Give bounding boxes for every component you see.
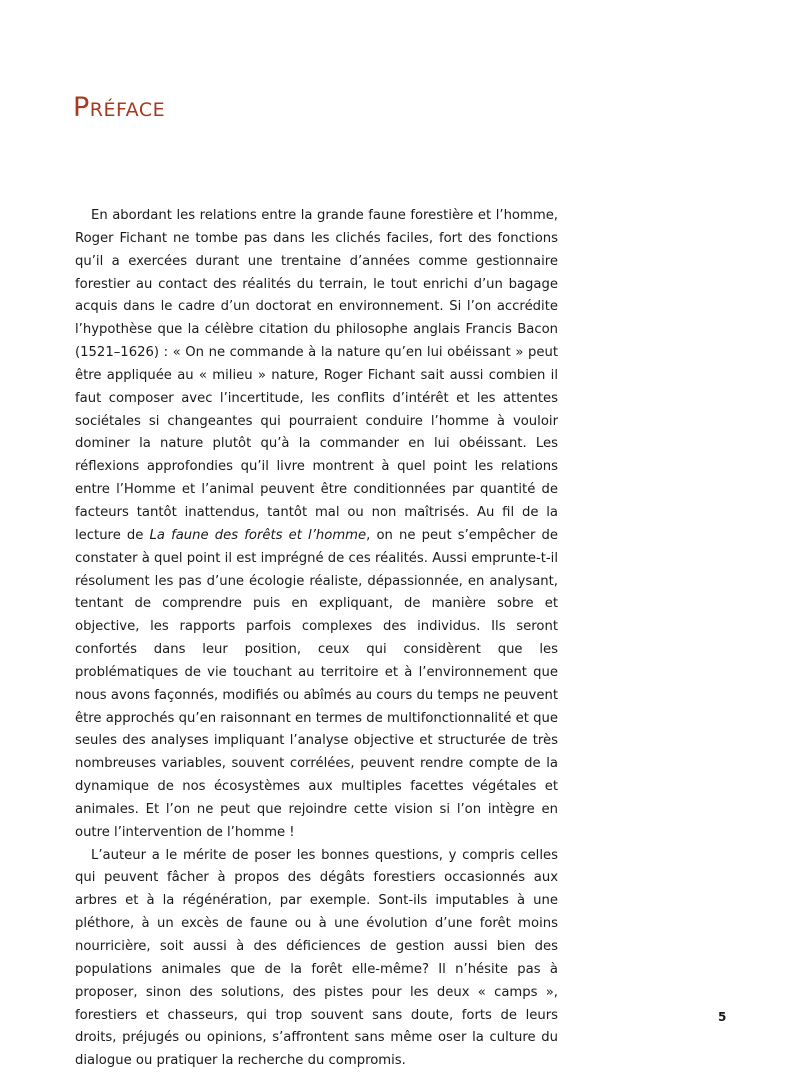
body-text bbox=[75, 205, 558, 1073]
book-title-italic: La faune des forêts et l’homme bbox=[149, 527, 367, 543]
page-number: 5 bbox=[718, 1010, 727, 1024]
paragraph-1-text-end: , on ne peut s’empêcher de constater à quel point il est imprégné de ces réalités. Aussi emprunte-t-il résolument les pas d’une écologie réaliste, dépassionnée, en analysant, tentant de comprendre puis en expliquant, de manière sobre et objective, les rapports parfois complexes des individus. Ils seront confortés dans leur position, ceux qui considèrent que les problématiques de vie touchant au territoire et à l’environnement que nous avons façonnés, modifiés ou abîmés au cours du temps ne peuvent être approchés qu’en raisonnant en termes de multifonctionnalité et que seules des analyses impliquant l’analyse objective et structurée de très nombreuses variables, souvent corrélées, peuvent rendre compte de la dynamique de nos écosystèmes aux multiples facettes végétales et animales. Et l’on ne peut que rejoindre cette vision si l’on intègre en outre l’intervention de l’homme ! bbox=[75, 527, 558, 840]
paragraph-2: L’auteur a le mérite de poser les bonnes questions, y compris celles qui peuvent fâcher à propos des dégâts forestiers occasionnés aux arbres et à la régénération, par exemple. Sont-ils imputables à une pléthore, à un excès de faune ou à une évolution d’une forêt moins nourricière, soit aussi à des déficiences de gestion aussi bien des populations animales que de la forêt elle-même? Il n’hésite pas à proposer, sinon des solutions, des pistes pour les deux « camps », forestiers et chasseurs, qui trop souvent sans doute, forts de leurs droits, préjugés ou opinions, s’affrontent sans même oser la culture du dialogue ou pratiquer la recherche du compromis. bbox=[75, 847, 558, 1069]
paragraph-1 bbox=[75, 205, 558, 845]
page-title: Préface bbox=[73, 92, 166, 123]
paragraph-1-text-start: En abordant les relations entre la grande faune forestière et l’homme, Roger Fichant ne tombe pas dans les clichés faciles, fort des fonctions qu’il a exercées durant une trentaine d’années comme gestionnaire forestier au contact des réalités du terrain, le tout enrichi d’un bagage acquis dans le cadre d’un doctorat en environnement. Si l’on accrédite l’hypothèse que la célèbre citation du philosophe anglais Francis Bacon (1521–1626) : « On ne commande à la nature qu’en lui obéissant » peut être appliquée au « milieu » nature, Roger Fichant sait aussi combien il faut composer avec l’incertitude, les conflits d’intérêt et les attentes sociétales si changeantes qui pourraient conduire l’homme à vouloir dominer la nature plutôt qu’à la commander en lui obéissant. Les réflexions approfondies qu’il livre montrent à quel point les relations entre l’Homme et l’animal peuvent être conditionnées par quantité de facteurs tantôt inattendus, tantôt mal ou non maîtrisés. Au fil de la lecture de bbox=[75, 208, 558, 543]
